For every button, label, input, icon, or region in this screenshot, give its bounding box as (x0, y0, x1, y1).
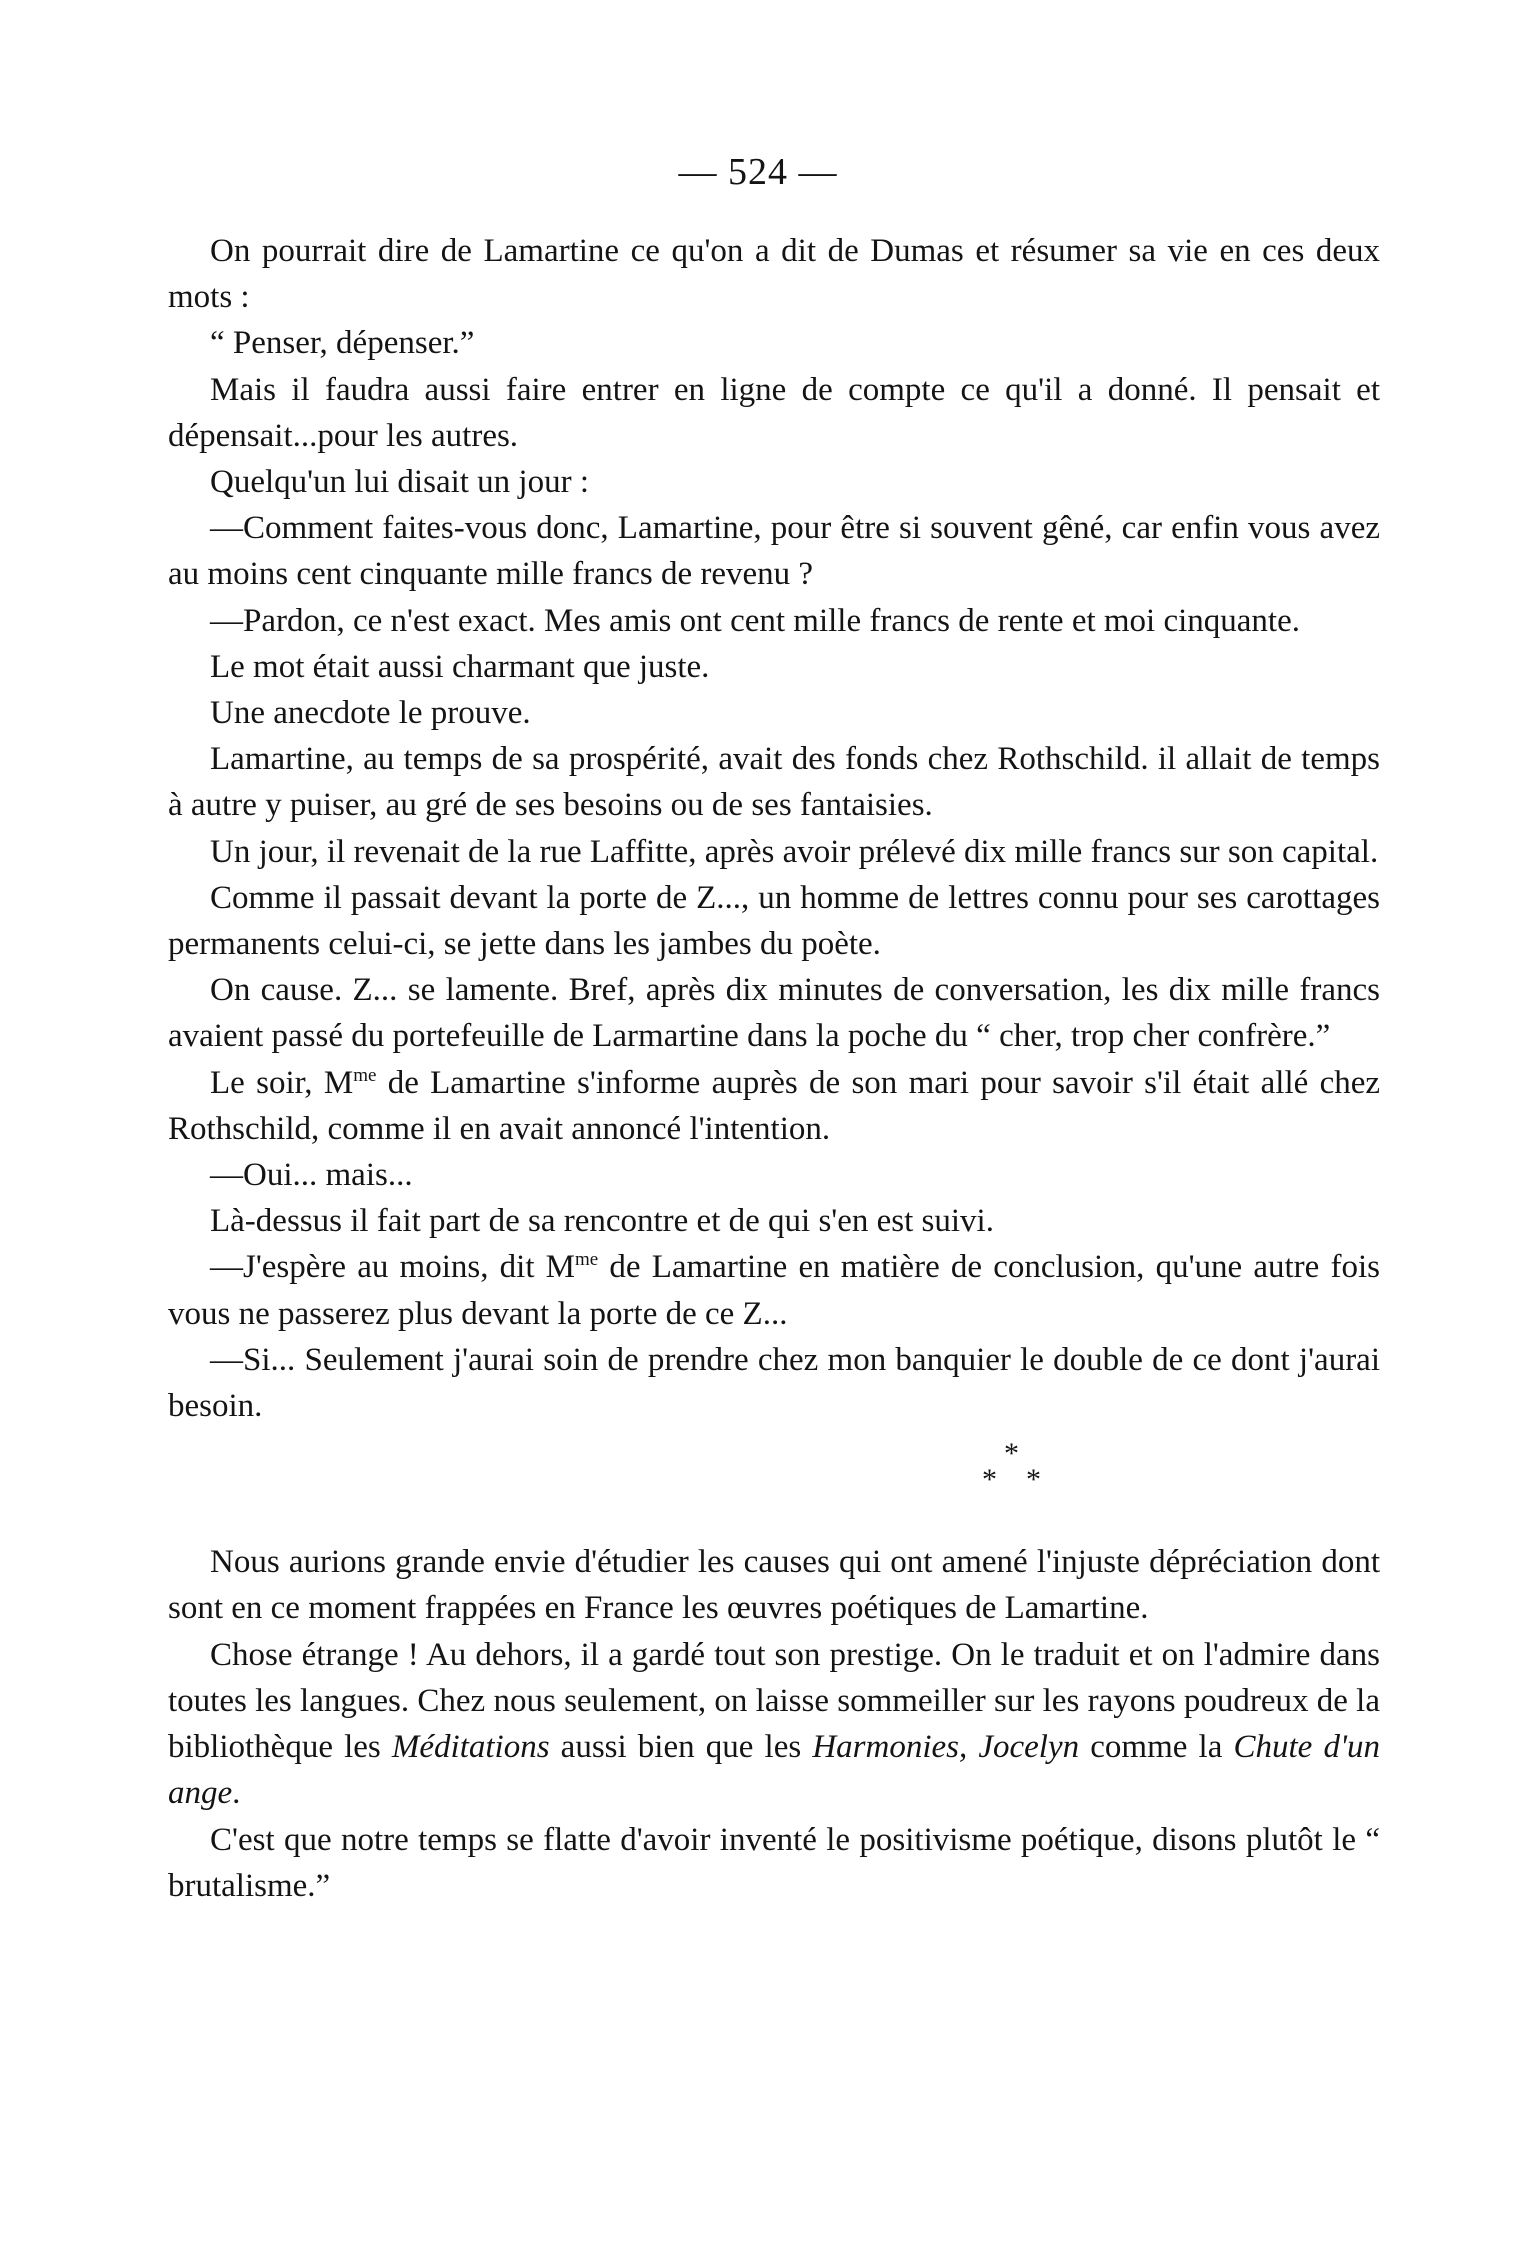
paragraph: C'est que notre temps se flatte d'avoir inventé le positivisme poétique, disons plutôt le “ brutalisme.” (168, 1821, 1380, 1904)
paragraph: Un jour, il revenait de la rue Laffitte, après avoir prélevé dix mille francs sur son capital. (210, 833, 1379, 870)
paragraph: Là-dessus il fait part de sa rencontre et de qui s'en est suivi. (210, 1203, 994, 1240)
paragraph: —Pardon, ce n'est exact. Mes amis ont cent mille francs de rente et moi cinquante. (210, 602, 1300, 639)
superscript: me (575, 1249, 599, 1271)
paragraph: —Comment faites-vous donc, Lamartine, pour être si souvent gêné, car enfin vous avez au moins cent cinquante mille francs de revenu ? (168, 510, 1380, 593)
italic-title: Chute d'un ange (168, 1729, 1380, 1812)
paragraph: Comme il passait devant la porte de Z..., un homme de lettres connu pour ses carottages permanents celui-ci, se jette dans les jambes du poète. (168, 879, 1380, 963)
text-run: aussi bien que les (549, 1729, 813, 1766)
paragraph: Mais il faudra aussi faire entrer en ligne de compte ce qu'il a donné. Il pensait et dépensait...pour les autres. (168, 371, 1380, 454)
body-text (168, 228, 1380, 1909)
paragraph: Quelqu'un lui disait un jour : (210, 464, 590, 501)
paragraph (168, 1060, 1380, 1152)
paragraph (168, 1244, 1380, 1336)
superscript: me (353, 1064, 377, 1086)
italic-title: Harmonies, Jocelyn (812, 1729, 1080, 1766)
paragraph (168, 1632, 1380, 1817)
text-run: —J'espère au moins, dit M (210, 1249, 575, 1286)
text-run: Le soir, M (210, 1064, 354, 1101)
page-number: — 524 — (678, 151, 838, 193)
italic-title: Méditations (391, 1729, 550, 1766)
paragraph: Une anecdote le prouve. (210, 695, 531, 732)
paragraph: On pourrait dire de Lamartine ce qu'on a dit de Dumas et résumer sa vie en ces deux mots : (168, 233, 1380, 316)
text-run: . (232, 1775, 241, 1812)
text-run: Chose étrange ! Au dehors, il a gardé tout son prestige. On le traduit et on l'admire dans toutes les langues. Chez nous seulement, on laisse sommeiller sur les rayons poudreux de la bibliothèque les (168, 1636, 1380, 1766)
text-run: comme la (1079, 1729, 1234, 1766)
asterism-star: * (982, 1463, 997, 1497)
paragraph: Le mot était aussi charmant que juste. (210, 648, 710, 685)
text-run: de Lamartine s'informe auprès de son mari pour savoir s'il était allé chez Rothschild, comme il en avait annoncé l'intention. (168, 1064, 1381, 1147)
section-separator (168, 1429, 1380, 1539)
asterism-star: * (1026, 1463, 1041, 1497)
paragraph: —Oui... mais... (210, 1157, 413, 1194)
asterism-star: * (1004, 1437, 1019, 1471)
paragraph: Nous aurions grande envie d'étudier les causes qui ont amené l'injuste dépréciation dont sont en ce moment frappées en France les œuvres poétiques de Lamartine. (168, 1544, 1380, 1627)
paragraph: “ Penser, dépenser.” (210, 325, 475, 362)
paragraph: Lamartine, au temps de sa prospérité, avait des fonds chez Rothschild. il allait de temps à autre y puiser, au gré de ses besoins ou de ses fantaisies. (168, 741, 1380, 824)
paragraph: On cause. Z... se lamente. Bref, après dix minutes de conversation, les dix mille francs avaient passé du portefeuille de Larmartine dans la poche du “ cher, trop cher confrère.” (168, 972, 1380, 1055)
text-run: de Lamartine en matière de conclusion, qu'une autre fois vous ne passerez plus devant la porte de ce Z... (168, 1249, 1380, 1332)
paragraph: —Si... Seulement j'aurai soin de prendre chez mon banquier le double de ce dont j'aurai besoin. (168, 1341, 1380, 1425)
